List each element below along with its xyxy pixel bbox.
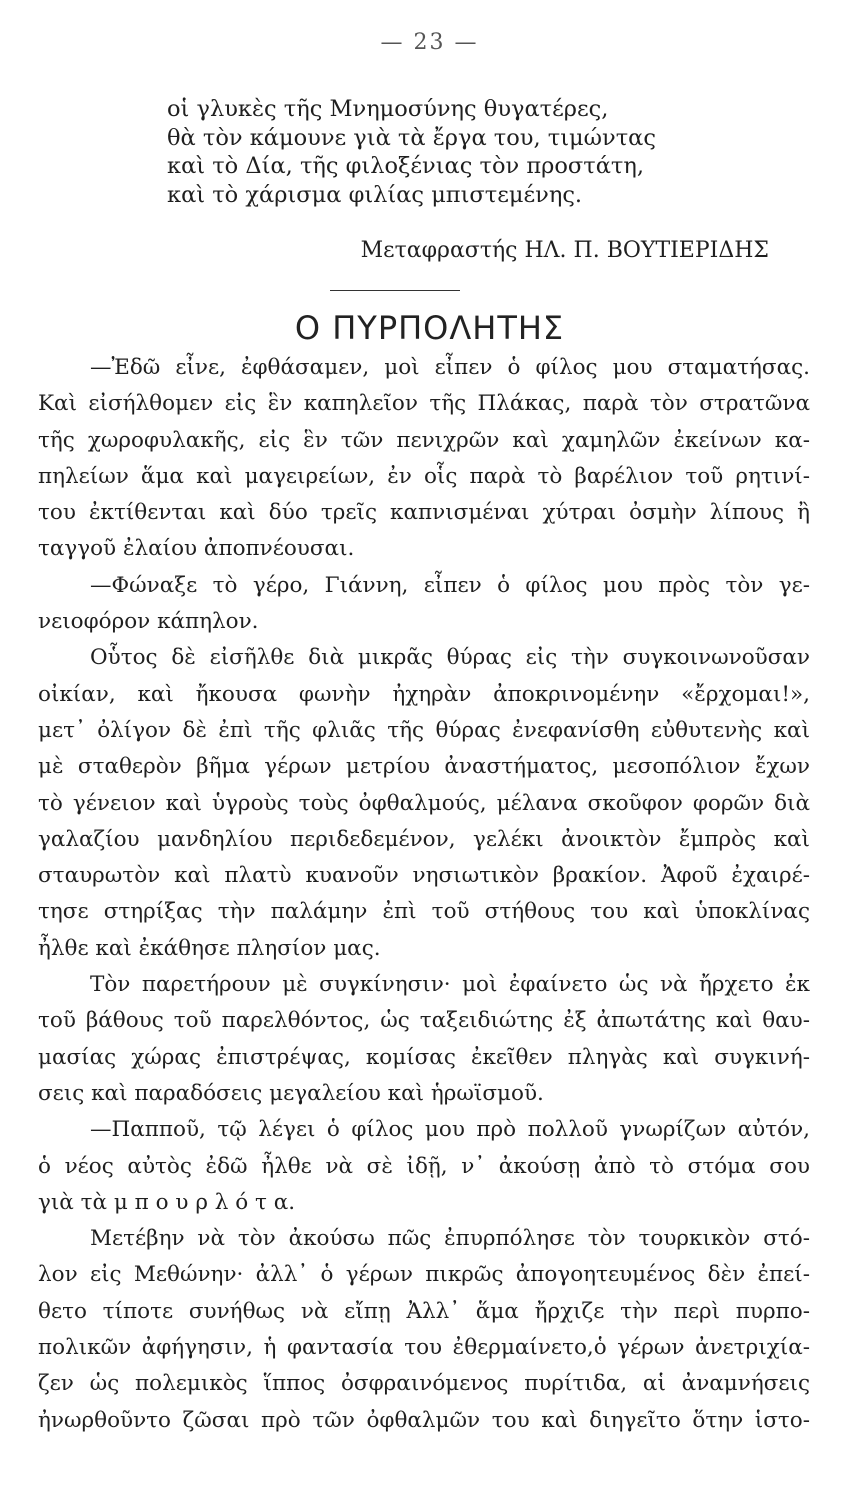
page-number: — 23 — xyxy=(380,30,479,55)
text-line: ζεν ὡς πολεμικὸς ἵππος ὀσφραινόμενος πυρίτιδα, αἱ ἀναμνήσεις xyxy=(38,1371,810,1397)
text-line: τὸ γένειον καὶ ὑγροὺς τοὺς ὀφθαλμούς, μέλανα σκοῦφον φορῶν διὰ xyxy=(38,790,810,816)
text-line: Καὶ εἰσήλθομεν εἰς ἓν καπηλεῖον τῆς Πλάκας, παρὰ τὸν στρατῶνα xyxy=(38,391,810,417)
text-line: σταυρωτὸν καὶ πλατὺ κυανοῦν νησιωτικὸν βρακίον. Ἀφοῦ ἐχαιρέ- xyxy=(38,863,810,889)
text-line: Οὗτος δὲ εἰσῆλθε διὰ μικρᾶς θύρας εἰς τὴν συγκοινωνοῦσαν xyxy=(90,645,810,671)
section-divider xyxy=(330,290,460,291)
text-line: Τὸν παρετήρουν μὲ συγκίνησιν· μοὶ ἐφαίνετο ὡς νὰ ἤρχετο ἐκ xyxy=(90,972,810,998)
story-body xyxy=(38,350,810,1439)
verse-line: οἱ γλυκὲς τῆς Μνημοσύνης θυγατέρες, xyxy=(167,96,609,122)
text-line: θετο τίποτε συνήθως νὰ εἴπῃ Ἀλλ᾽ ἅμα ἤρχιζε τὴν περὶ πυρπο- xyxy=(38,1298,810,1324)
text-line: μὲ σταθερὸν βῆμα γέρων μετρίου ἀναστήματος, μεσοπόλιον ἔχων xyxy=(38,754,810,780)
text-line: τησε στηρίξας τὴν παλάμην ἐπὶ τοῦ στήθους του καὶ ὑποκλίνας xyxy=(38,899,810,925)
text-line: τοῦ βάθους τοῦ παρελθόντος, ὡς ταξειδιώτης ἐξ ἀπωτάτης καὶ θαυ- xyxy=(38,1008,810,1034)
text-line: ἠνωρθοῦντο ζῶσαι πρὸ τῶν ὀφθαλμῶν του καὶ διηγεῖτο ὅτην ἱστο- xyxy=(38,1407,810,1433)
story-title: Ο ΠΥΡΠΟΛΗΤΗΣ xyxy=(294,309,565,347)
text-line: λον εἰς Μεθώνην· ἀλλ᾽ ὁ γέρων πικρῶς ἀπογοητευμένος δὲν ἐπεί- xyxy=(38,1262,810,1288)
verse-line: καὶ τὸ Δία, τῆς φιλοξένιας τὸν προστάτη, xyxy=(167,153,644,180)
text-line: πολικῶν ἀφήγησιν, ἡ φαντασία του ἐθερμαίνετο,ὁ γέρων ἀνετριχία- xyxy=(38,1335,810,1361)
text-line: μετ᾽ ὀλίγον δὲ ἐπὶ τῆς φλιᾶς τῆς θύρας ἐνεφανίσθη εὐθυτενὴς καὶ xyxy=(38,717,810,743)
text-line: γαλαζίου μανδηλίου περιδεδεμένον, γελέκι ἀνοικτὸν ἔμπρὸς καὶ xyxy=(38,826,810,852)
verse-line: καὶ τὸ χάρισμα φιλίας μπιστεμένης. xyxy=(167,181,583,208)
text-line: τῆς χωροφυλακῆς, εἰς ἓν τῶν πενιχρῶν καὶ χαμηλῶν ἐκείνων κα- xyxy=(38,427,810,453)
text-line: πηλείων ἅμα καὶ μαγειρείων, ἐν οἷς παρὰ τὸ βαρέλιον τοῦ ρητινί- xyxy=(38,463,810,489)
text-line: του ἐκτίθενται καὶ δύο τρεῖς καπνισμέναι χύτραι ὀσμὴν λίπους ἢ xyxy=(38,500,810,526)
text-line: γιὰ τὰ μ π ο υ ρ λ ό τ α. xyxy=(38,1189,296,1215)
text-line: Μετέβην νὰ τὸν ἀκούσω πῶς ἐπυρπόλησε τὸν τουρκικὸν στό- xyxy=(90,1226,810,1252)
verse-stanza xyxy=(167,95,656,209)
text-line: σεις καὶ παραδόσεις μεγαλείου καὶ ἡρωϊσμοῦ. xyxy=(38,1080,544,1106)
text-line: ὁ νέος αὐτὸς ἐδῶ ἦλθε νὰ σὲ ἰδῇ, ν᾽ ἀκούσῃ ἀπὸ τὸ στόμα σου xyxy=(38,1153,810,1179)
text-line: —Ἐδῶ εἶνε, ἐφθάσαμεν, μοὶ εἶπεν ὁ φίλος μου σταματήσας. xyxy=(90,355,810,380)
text-line: οἰκίαν, καὶ ἤκουσα φωνὴν ἠχηρὰν ἀποκρινομένην «ἔρχομαι!», xyxy=(38,681,810,707)
text-line: —Παπποῦ, τῷ λέγει ὁ φίλος μου πρὸ πολλοῦ γνωρίζων αὐτόν, xyxy=(90,1117,810,1143)
text-line: ταγγοῦ ἐλαίου ἀποπνέουσαι. xyxy=(38,536,355,562)
text-line: μασίας χώρας ἐπιστρέψας, κομίσας ἐκεῖθεν πληγὰς καὶ συγκινή- xyxy=(38,1044,810,1070)
text-line: ἦλθε καὶ ἐκάθησε πλησίον μας. xyxy=(38,935,381,961)
verse-line: θὰ τὸν κάμουνε γιὰ τὰ ἔργα του, τιμώντας xyxy=(167,124,656,151)
text-line: —Φώναξε τὸ γέρο, Γιάννη, εἶπεν ὁ φίλος μου πρὸς τὸν γε- xyxy=(90,572,810,598)
text-line: νειοφόρον κάπηλον. xyxy=(38,609,259,635)
translator-credit: Μεταφραστής ΗΛ. Π. ΒΟΥΤΙΕΡΙΔΗΣ xyxy=(360,238,769,263)
